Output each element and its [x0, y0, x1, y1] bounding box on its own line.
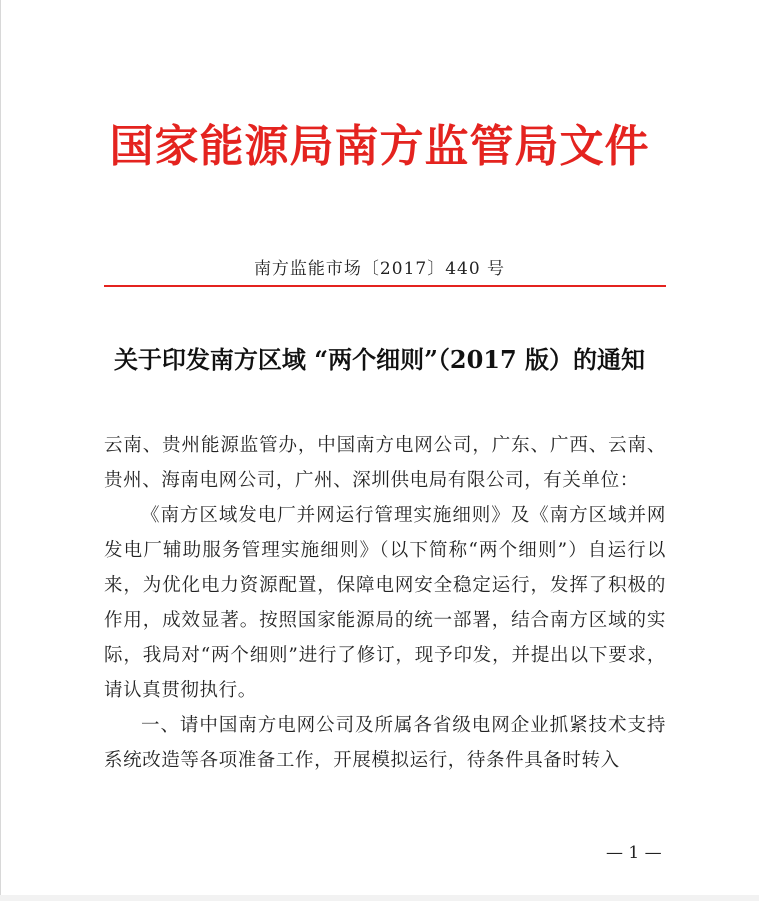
body-paragraph-1: 《南方区域发电厂并网运行管理实施细则》及《南方区域并网发电厂辅助服务管理实施细则》（以下简称“两个细则”）自运行以来，为优化电力资源配置，保障电网安全稳定运行，发挥了积极的作用，成效显著。按照国家能源局的统一部署，结合南方区域的实际，我局对“两个细则”进行了修订，现予印发，并提出以下要求，请认真贯彻执行。: [104, 505, 666, 701]
agency-header-title: 国家能源局南方监管局文件: [109, 121, 650, 172]
page-number: — 1 —: [606, 843, 662, 863]
document-number: 南方监能市场〔2017〕440 号: [253, 259, 506, 279]
red-divider: [104, 285, 666, 287]
notice-title: 关于印发南方区域 “两个细则”（2017 版）的通知: [113, 345, 646, 374]
recipients-paragraph: 云南、贵州能源监管办，中国南方电网公司，广东、广西、云南、贵州、海南电网公司，广州、深圳供电局有限公司，有关单位：: [104, 435, 666, 491]
page-bottom-edge: [0, 895, 759, 901]
body-paragraph-2: 一、请中国南方电网公司及所属各省级电网企业抓紧技术支持系统改造等各项准备工作，开展模拟运行，待条件具备时转入: [104, 715, 666, 771]
document-body: [104, 428, 666, 778]
